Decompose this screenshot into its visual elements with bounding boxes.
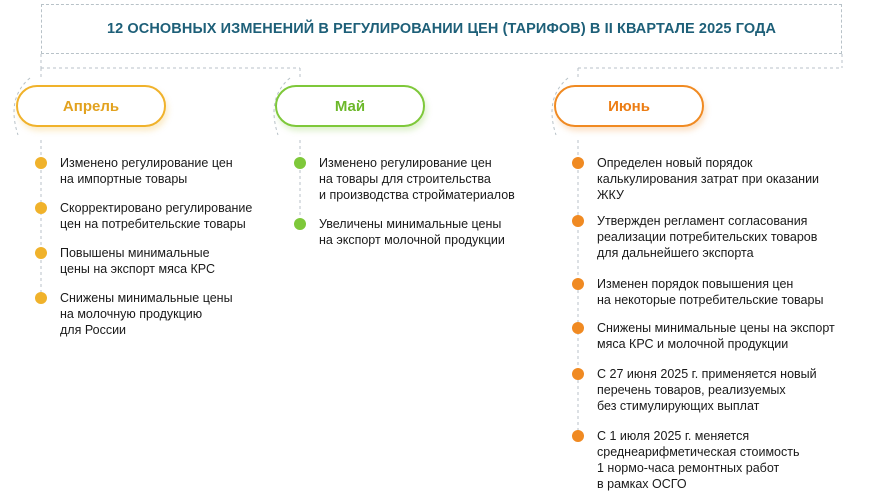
june-item: Изменен порядок повышения цен на некоторые потребительские товары (597, 277, 824, 307)
june-item: С 1 июля 2025 г. меняется среднеарифметическая стоимость 1 нормо-часа ремонтных работ в рамках ОСГО (597, 429, 800, 491)
month-label-june: Июнь (608, 97, 650, 115)
june-bullet-dot (572, 278, 584, 290)
june-bullet-dot (572, 157, 584, 169)
may-item: Изменено регулирование цен на товары для строительства и производства стройматериалов (319, 156, 515, 202)
april-bullet-dot (35, 157, 47, 169)
month-label-april: Апрель (62, 97, 120, 115)
month-pill-june (554, 85, 704, 127)
month-label-may: Май (334, 97, 366, 115)
april-bullet-dot (35, 292, 47, 304)
april-bullet-dot (35, 247, 47, 259)
may-item: Увеличены минимальные цены на экспорт молочной продукции (319, 217, 505, 247)
april-item: Скорректировано регулирование цен на потребительские товары (60, 201, 253, 231)
april-item: Снижены минимальные цены на молочную продукцию для России (60, 291, 233, 337)
april-bullet-dot (35, 202, 47, 214)
month-pill-april (16, 85, 166, 127)
june-item: Утвержден регламент согласования реализации потребительских товаров для дальнейшего экспорта (597, 214, 818, 260)
page-title: 12 ОСНОВНЫХ ИЗМЕНЕНИЙ В РЕГУЛИРОВАНИИ ЦЕН (ТАРИФОВ) В II КВАРТАЛЕ 2025 ГОДА (106, 21, 777, 37)
june-bullet-dot (572, 368, 584, 380)
june-bullet-dot (572, 215, 584, 227)
june-bullet-dot (572, 322, 584, 334)
june-item: Снижены минимальные цены на экспорт мяса КРС и молочной продукции (597, 321, 835, 351)
june-bullet-dot (572, 430, 584, 442)
june-item: Определен новый порядок калькулирования затрат при оказании ЖКУ (597, 156, 820, 202)
title-box (41, 4, 842, 54)
april-item: Изменено регулирование цен на импортные товары (60, 156, 233, 186)
may-bullet-dot (294, 218, 306, 230)
april-item: Повышены минимальные цены на экспорт мяса КРС (60, 246, 216, 276)
month-pill-may (275, 85, 425, 127)
may-bullet-dot (294, 157, 306, 169)
june-item: С 27 июня 2025 г. применяется новый перечень товаров, реализуемых без стимулирующих выплат (597, 367, 817, 413)
